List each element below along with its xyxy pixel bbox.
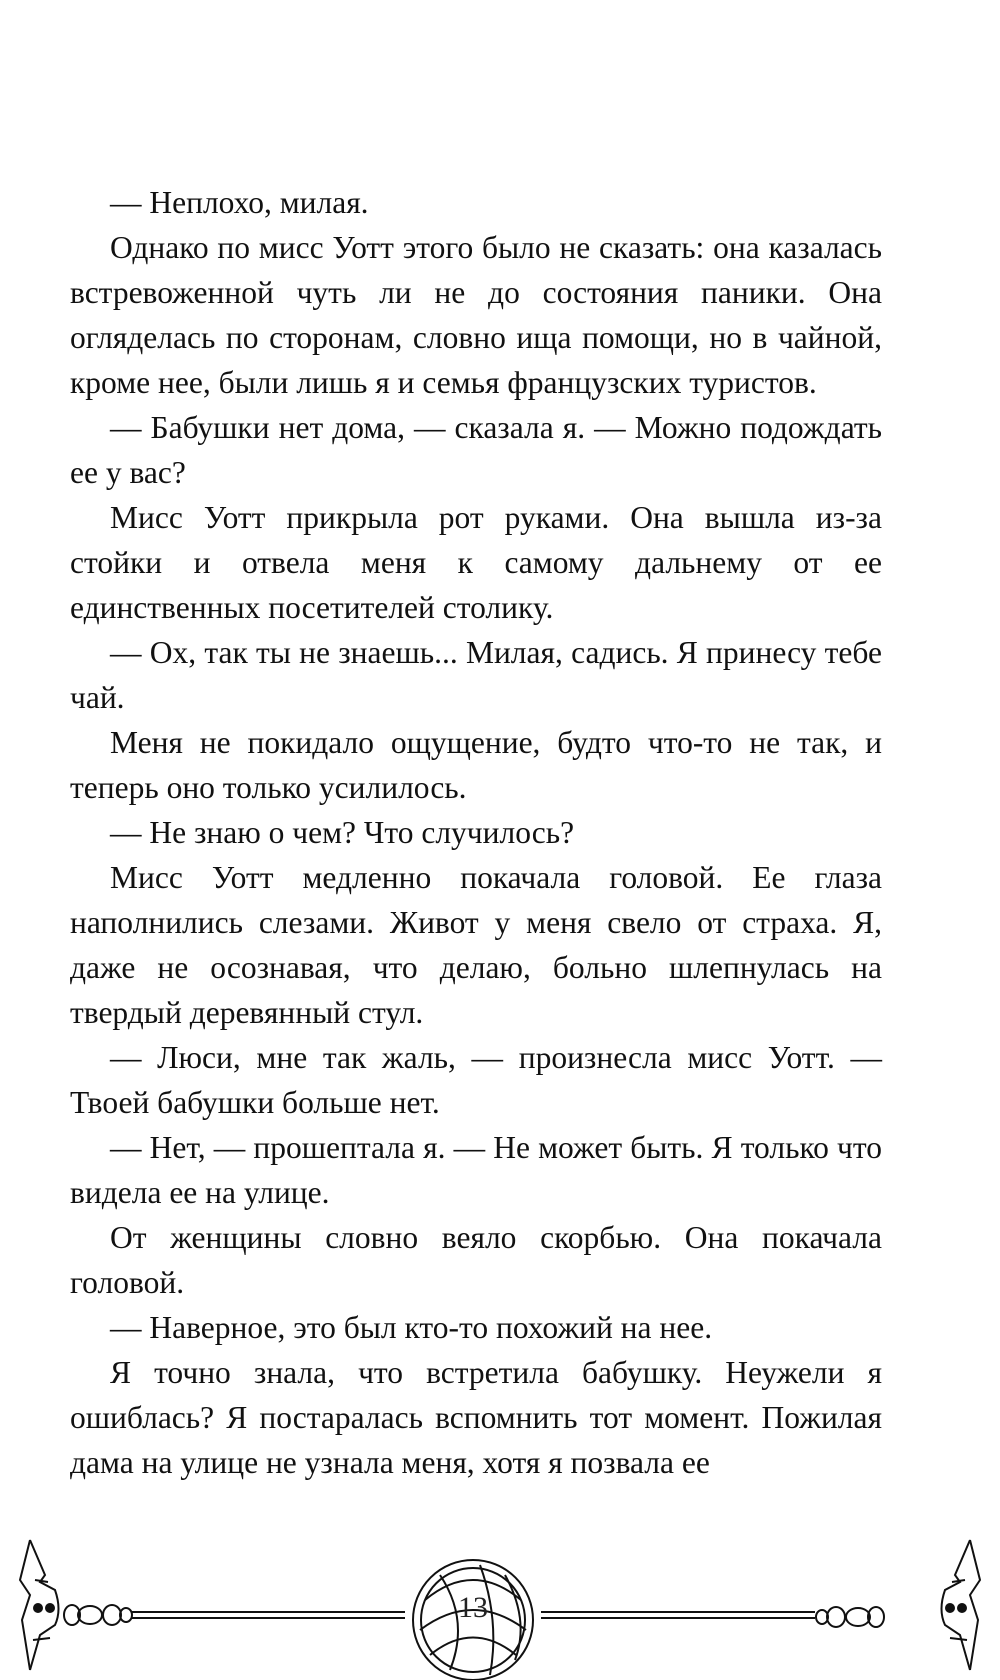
- paragraph: — Ох, так ты не знаешь... Милая, садись. Я принесу тебе чай.: [70, 635, 882, 715]
- bead-chain-left: [64, 1605, 132, 1625]
- bead-chain-right: [816, 1607, 884, 1627]
- bat-icon: [942, 1540, 981, 1670]
- paragraph: — Неплохо, милая.: [110, 185, 369, 220]
- paragraph: Меня не покидало ощущение, будто что-то не так, и теперь оно только усилилось.: [70, 725, 882, 805]
- paragraph: Однако по мисс Уотт этого было не сказать: она казалась встревоженной чуть ли не до состояния паники. Она огляделась по сторонам, словно ища помощи, но в чайной, кроме нее, были лишь я и семья французских туристов.: [70, 230, 882, 400]
- body-text: [70, 180, 882, 1485]
- paragraph: Я точно знала, что встретила бабушку. Неужели я ошиблась? Я постаралась вспомнить тот момент. Пожилая дама на улице не узнала меня, хотя я позвала ее: [70, 1355, 882, 1480]
- paragraph: Мисс Уотт медленно покачала головой. Ее глаза наполнились слезами. Живот у меня свело от страха. Я, даже не осознавая, что делаю, больно шлепнулась на твердый деревянный стул.: [70, 860, 882, 1030]
- paragraph: — Люси, мне так жаль, — произнесла мисс Уотт. — Твоей бабушки больше нет.: [70, 1040, 882, 1120]
- bat-icon: [20, 1540, 59, 1670]
- paragraph: Мисс Уотт прикрыла рот руками. Она вышла из-за стойки и отвела меня к самому дальнему от ее единственных посетителей столику.: [70, 500, 882, 625]
- paragraph: — Бабушки нет дома, — сказала я. — Можно подождать ее у вас?: [70, 410, 882, 490]
- paragraph: — Нет, — прошептала я. — Не может быть. Я только что видела ее на улице.: [70, 1130, 882, 1210]
- paragraph: От женщины словно веяло скорбью. Она покачала головой.: [70, 1220, 882, 1300]
- paragraph: — Не знаю о чем? Что случилось?: [110, 815, 575, 850]
- paragraph: — Наверное, это был кто-то похожий на нее.: [110, 1310, 713, 1345]
- page-number: 13: [458, 1591, 488, 1624]
